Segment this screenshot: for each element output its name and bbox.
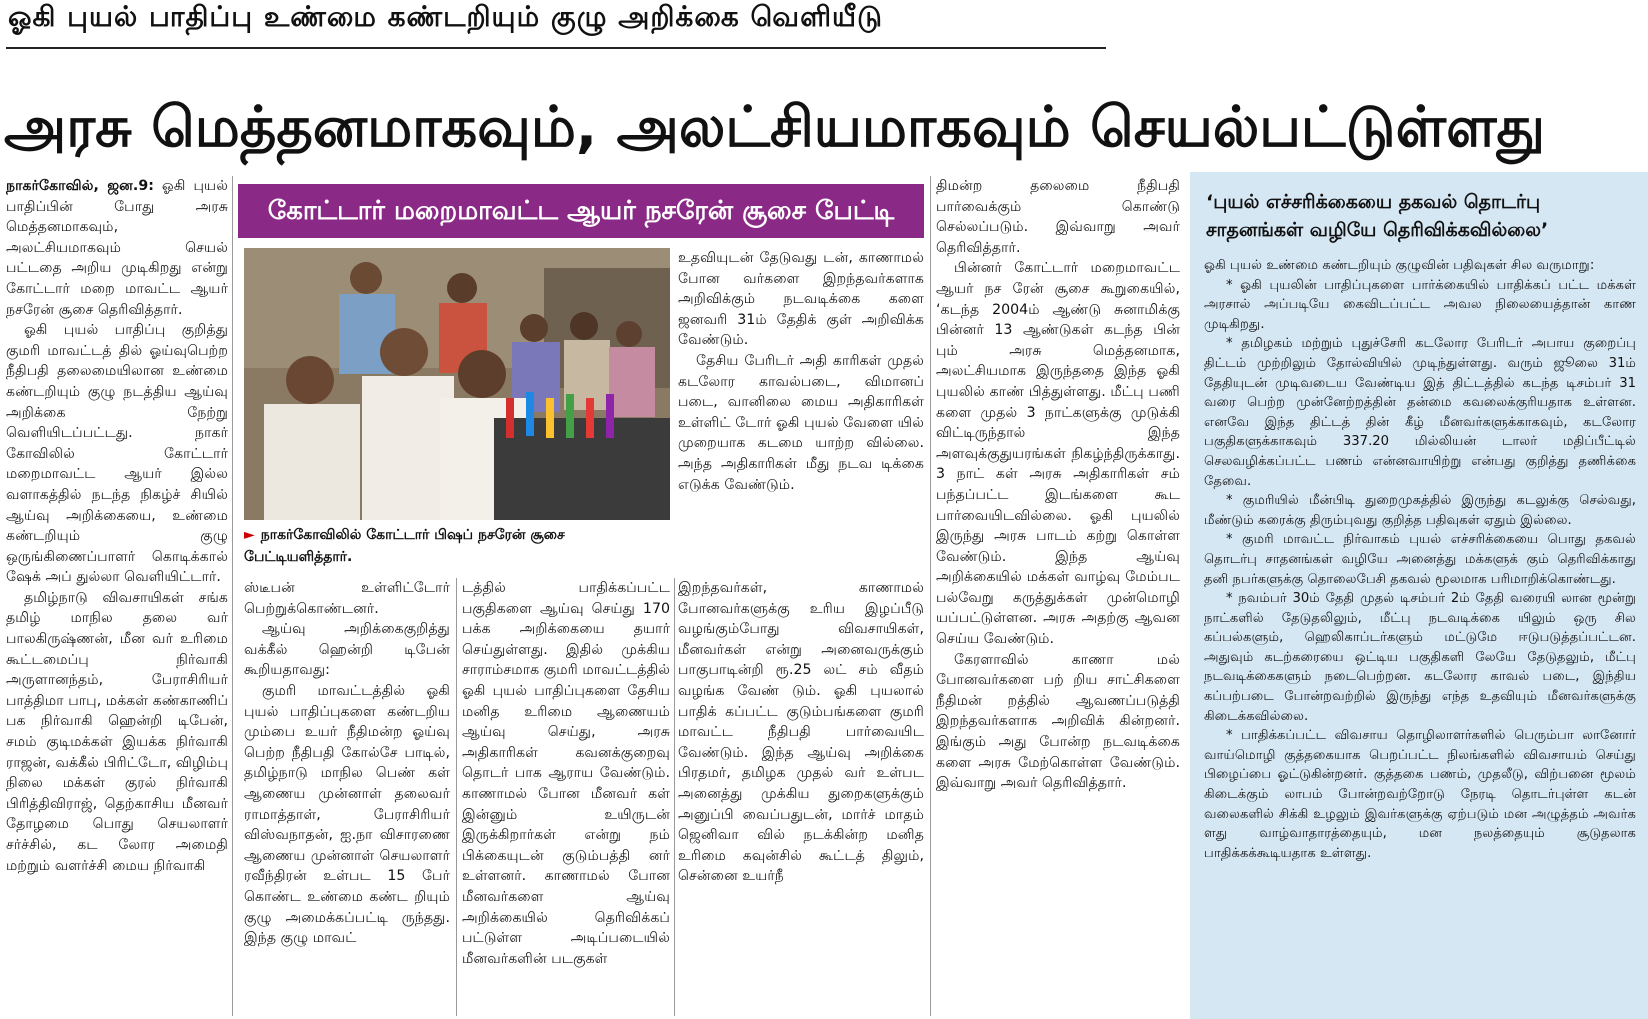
sidebar-item: * நவம்பர் 30ம் தேதி முதல் டிசம்பர் 2ம் தேதி வரையி லான மூன்று நாட்களில் தேடுதலிலும், மீட்பு நடவடிக்கை யிலும் ஒரு சில கப்பல்களும், ஹெலிகாப்டர்களும் மட்டுமே ஈடுபடுத்தப்பட்டன. அதுவும் கடற்கரையை ஒட்டிய பகுதிகளி லேயே தேடுதலும், மீட்பு நடவடிக்கைகளும் நடைபெற்றன. கடலோர காவல் படை, இந்திய கப்பற்படை போன்றவற்றில் இருந்து எந்த உதவியும் மீனவர்களுக்கு கிடைக்கவில்லை. xyxy=(1204,591,1636,724)
article-column-3b xyxy=(678,578,924,1016)
column-rule xyxy=(930,176,931,1016)
caption-arrow-icon: ► xyxy=(244,527,255,543)
sidebar-item: * ஓகி புயலின் பாதிப்புகளை பார்க்கையில் பாதிக்கப் பட்ட மக்கள் அரசால் அப்படியே கைவிடப்பட்ட அவல நிலையைத்தான் காண முடிகிறது. xyxy=(1204,277,1636,332)
column-3-top-para-2: தேசிய பேரிடர் அதி காரிகள் முதல் கடலோர காவல்படை, விமானப் படை, வானிலை மைய அதிகாரிகள் உள்ளிட் டோர் ஓகி புயல் வேளை யில் முறையாக கடமை யாற்ற வில்லை. அந்த அதிகாரிகள் மீது நடவ டிக்கை எடுக்க வேண்டும். xyxy=(678,352,924,493)
photo-illustration xyxy=(244,248,670,520)
column-2-para-2: ஆய்வு அறிக்கைகுறித்து வக்கீல் ஹென்றி டிபேன் கூறியதாவது: xyxy=(244,621,450,679)
sidebar-body xyxy=(1204,256,1636,1006)
headline: அரசு மெத்தனமாகவும், அலட்சியமாகவும் செயல்பட்டுள்ளது xyxy=(4,95,1546,160)
sidebar-intro: ஓகி புயல் உண்மை கண்டறியும் குழுவின் பதிவுகள் சில வருமாறு: xyxy=(1204,258,1595,273)
column-3b-para-1: இறந்தவர்கள், காணாமல் போனவர்களுக்கு உரிய இழப்பீடு வழங்கும்போது விவசாயிகள், மீனவர்கள் என்று அனைவருக்கும் பாகுபாடின்றி ரூ.25 லட் சம் வீதம் வழங்க வேண் டும். ஓகி புயலால் பாதிக் கப்பட்ட குடும்பங்களை குமரி மாவட்ட நீதிபதி பார்வையிட வேண்டும். இந்த ஆய்வு அறிக்கை பிரதமர், தமிழக முதல் வர் உள்பட அனைத்து முக்கிய துறைகளுக்கும் அனுப்பி வைப்பதுடன், மார்ச் மாதம் ஜெனிவா வில் நடக்கின்ற மனித உரிமை கவுன்சில் கூட்டத் திலும், சென்னை உயர்நீ xyxy=(678,580,924,885)
column-1-para-3: தமிழ்நாடு விவசாயிகள் சங்க தமிழ் மாநில தலை வர் பாலகிருஷ்ணன், மீன வர் உரிமை கூட்டமைப்பு நிர்வாகி அருளானந்தம், பேராசிரியர் பாத்திமா பாபு, மக்கள் கண்காணிப் பக நிர்வாகி ஹென்றி டிபேன், சமம் குடிமக்கள் இயக்க நிர்வாகி ராஜன், வக்கீல் பிரிட்டோ, விழிம்பு நிலை மக்கள் குரல் நிர்வாகி பிரித்திவிராஜ், தெற்காசிய மீனவர் தோழமை பொது செயலாளர் சர்ச்சில், கட லோர அமைதி மற்றும் வளர்ச்சி மைய நிர்வாகி xyxy=(6,589,228,874)
column-2-para-3: குமரி மாவட்டத்தில் ஓகி புயல் பாதிப்புகளை கண்டறிய மும்பை உயர் நீதிமன்ற ஓய்வு பெற்ற நீதிபதி கோல்சே பாடில், தமிழ்நாடு மாநில பெண் கள் ஆணைய முன்னாள் தலைவர் ராமாத்தாள், பேராசிரியர் விஸ்வநாதன், ஐ.நா விசாரணை ஆணைய முன்னாள் செயலாளர் ரவீந்திரன் உள்பட 15 பேர் கொண்ட உண்மை கண்ட றியும் குழு அமைக்கப்பட்டி ருந்தது. இந்த குழு மாவட் xyxy=(244,682,450,947)
column-rule xyxy=(674,578,675,1016)
column-2-para-1: ஸ்டீபன் உள்ளிட்டோர் பெற்றுக்கொண்டனர். xyxy=(244,580,450,617)
sidebar-item: * குமரி மாவட்ட நிர்வாகம் புயல் எச்சரிக்கையை பொது தகவல் தொடர்பு சாதனங்கள் வழியே அனைத்து மக்களுக் கும் தெரிவிக்காது தனி நபர்களுக்கு தொலைபேசி தகவல் மூலமாக பரிமாறிக்கொண்டது. xyxy=(1204,532,1636,587)
kicker-rule xyxy=(6,47,1106,49)
article-column-3 xyxy=(462,578,670,1016)
sidebar-title: ‘புயல் எச்சரிக்கையை தகவல் தொடர்பு சாதனங்கள் வழியே தெரிவிக்கவில்லை’ xyxy=(1206,191,1549,241)
column-4-para-2: பின்னர் கோட்டார் மறைமாவட்ட ஆயர் நச ரேன் சூசை கூறுகையில், ‘கடந்த 2004ம் ஆண்டு சுனாமிக்கு பின்னர் 13 ஆண்டுகள் கடந்த பின் பும் அரசு மெத்தனமாக, அலட்சியமாக இருந்ததை இந்த ஓகி புயலில் காண் பித்துள்ளது. மீட்பு பணி களை முதல் 3 நாட்களுக்கு முடுக்கி விட்டிருந்தால் இந்த அளவுக்குதுயரங்கள் நிகழ்ந்திருக்காது. 3 நாட் கள் அரசு அதிகாரிகள் சம் பந்தப்பட்ட இடங்களை கூட பார்வையிடவில்லை. ஓகி புயலில் இருந்து அரசு பாடம் கற்று கொள்ள வேண்டும். இந்த ஆய்வு அறிக்கையில் மக்கள் வாழ்வு மேம்பட பல்வேறு கருத்துக்கள் முன்மொழி யப்பட்டுள்ளன. அரசு அதற்கு ஆவன செய்ய வேண்டும். xyxy=(936,260,1180,648)
sidebar-item: * குமரியில் மீன்பிடி துறைமுகத்தில் இருந்து கடலுக்கு செல்வது, மீண்டும் கரைக்கு திரும்புவது குறித்த பதிவுகள் ஏதும் இல்லை. xyxy=(1204,493,1636,528)
column-1-para-1: நாகர்கோவில், ஜன.9: ஓகி புயல் பாதிப்பின் போது அரசு மெத்தனமாகவும், அலட்சியமாகவும் செயல் பட்டதை அறிய முடிகிறது என்று கோட்டார் மறை மாவட்ட ஆயர் நசரேன் சூசை தெரிவித்தார். xyxy=(6,178,228,318)
article-column-2 xyxy=(244,578,450,1016)
article-column-1 xyxy=(6,176,228,1016)
column-rule xyxy=(456,578,457,1016)
column-4-para-1: திமன்ற தலைமை நீதிபதி பார்வைக்கும் கொண்டு செல்லப்படும். இவ்வாறு அவர் தெரிவித்தார். xyxy=(936,178,1180,256)
column-3-para-1: டத்தில் பாதிக்கப்பட்ட பகுதிகளை ஆய்வு செய்து 170 பக்க அறிக்கையை தயார் செய்துள்ளது. இதில் முக்கிய சாராம்சமாக குமரி மாவட்டத்தில் ஓகி புயல் பாதிப்புகளை தேசிய மனித உரிமை ஆணையம் ஆய்வு செய்து, அரசு அதிகாரிகள் கவனக்குறைவு தொடர் பாக ஆராய வேண்டும். காணாமல் போன மீனவர் கள் இன்னும் உயிருடன் இருக்கிறார்கள் என்று நம் பிக்கையுடன் குடும்பத்தி னர் உள்ளனர். காணாமல் போன மீனவர்களை ஆய்வு அறிக்கையில் தெரிவிக்கப் பட்டுள்ள அடிப்படையில் மீனவர்களின் படகுகள் xyxy=(462,580,670,967)
sidebar-item: * தமிழகம் மற்றும் புதுச்சேரி கடலோர பேரிடர் அபாய குறைப்பு திட்டம் முற்றிலும் தோல்வியில் முடிந்துள்ளது. வரும் ஜூலை 31ம் தேதியுடன் முடிவடைய வேண்டிய இத் திட்டத்தில் கடந்த டிசம்பர் 31 வரை பெற்ற முன்னேற்றத்தின் தன்மை கவலைக்குரியதாக உள்ளன. எனவே இந்த திட்டத் தின் கீழ் மீனவர்களுக்காகவும், கடலோர பகுதிகளுக்காகவும் 337.20 மில்லியன் டாலர் மதிப்பீட்டில் செலவழிக்கப்பட்ட பணம் என்னவாயிற்று என்பது குறித்து தணிக்கை தேவை. xyxy=(1204,336,1636,489)
dateline: நாகர்கோவில், ஜன.9: xyxy=(6,178,154,194)
sidebar-item: * பாதிக்கப்பட்ட விவசாய தொழிலாளர்களில் பெரும்பா லானோர் வாய்மொழி குத்தகையாக பெறப்பட்ட நிலங்களில் விவசாயம் செய்து பிழைப்பை ஓட்டுகின்றனர். குத்தகை பணம், முதலீடு, விற்பனை மூலம் கிடைக்கும் லாபம் போன்றவற்றோடு நேரடி தொடர்புள்ள கடன் வலைகளில் சிக்கி உழலும் இவர்களுக்கு ஏற்படும் மன அழுத்தம் அவர்க ளது வாழ்வாதாரத்தையும், மன நலத்தையும் சூடுதலாக பாதிக்கக்கூடியதாக உள்ளது. xyxy=(1204,728,1636,861)
column-rule xyxy=(232,176,233,1016)
column-1-para-2: ஓகி புயல் பாதிப்பு குறித்து குமரி மாவட்டத் தில் ஓய்வுபெற்ற நீதிபதி தலைமையிலான உண்மை கண்டறியும் குழு நடத்திய ஆய்வு அறிக்கை நேற்று வெளியிடப்பட்டது. நாகர் கோவிலில் கோட்டார் மறைமாவட்ட ஆயர் இல்ல வளாகத்தில் நடந்த நிகழ்ச் சியில் ஆய்வு அறிக்கையை, உண்மை கண்டறியும் குழு ஒருங்கிணைப்பாளர் கொடிக்கால் ஷேக் அப் துல்லா வெளியிட்டார். xyxy=(6,322,228,586)
press-meet-photo xyxy=(244,248,670,520)
column-4-para-3: கேரளாவில் காணா மல் போனவர்களை பற் றிய சாட்சிகளை நீதிமன் றத்தில் ஆவணப்படுத்தி இறந்தவர்களாக அறிவிக் கின்றனர். இங்கும் அது போன்ற நடவடிக்கை களை அரசு மேற்கொள்ள வேண்டும். இவ்வாறு அவர் தெரிவித்தார். xyxy=(936,651,1180,792)
kicker: ஓகி புயல் பாதிப்பு உண்மை கண்டறியும் குழு அறிக்கை வெளியீடு xyxy=(8,0,884,33)
article-column-3-top xyxy=(678,248,924,572)
subhead-banner: கோட்டார் மறைமாவட்ட ஆயர் நசரேன் சூசை பேட்டி xyxy=(238,184,924,238)
column-3-top-para-1: உதவியுடன் தேடுவது டன், காணாமல் போன வர்களை இறந்தவர்களாக அறிவிக்கும் நடவடிக்கை களை ஜனவரி 31ம் தேதிக் குள் அறிவிக்க வேண்டும். xyxy=(678,250,924,349)
article-column-4 xyxy=(936,176,1180,1016)
photo-caption: ► நாகர்கோவிலில் கோட்டார் பிஷப் நசரேன் சூசை பேட்டியளித்தார். xyxy=(244,527,565,565)
